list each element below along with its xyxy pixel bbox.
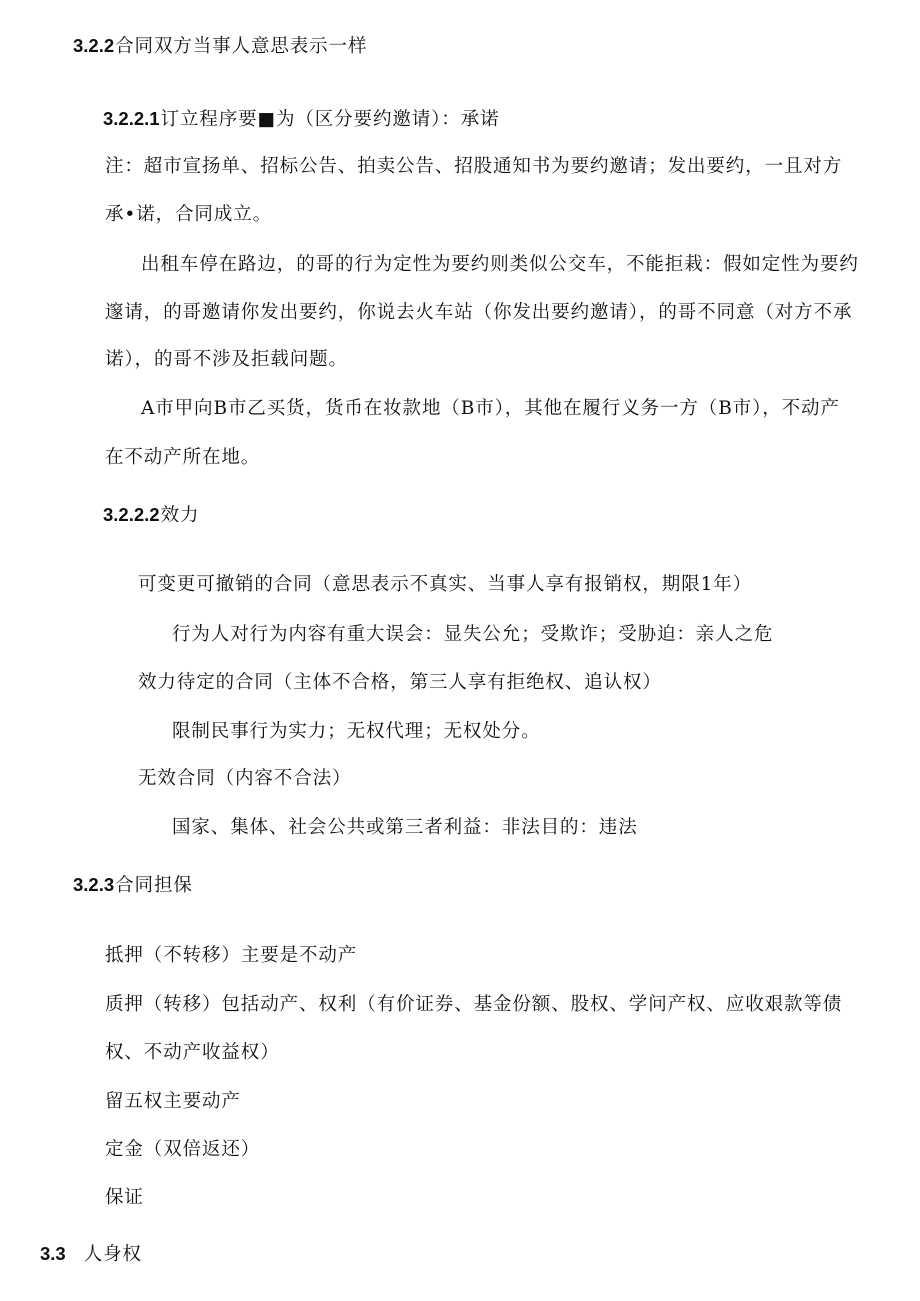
section-heading-3-3 [40, 1242, 142, 1267]
guarantee-deposit: 定金（双倍返还） [105, 1139, 261, 1160]
section-title: 合同双方当事人意思表示一样 [115, 36, 368, 57]
note-line: 承•诺，合同成立。 [105, 204, 273, 225]
taxi-paragraph-line: 诺），的哥不涉及拒载问题。 [105, 349, 348, 370]
validity-revocable: 可变更可撤销的合同（意思表示不真实、当事人享有报销权，期限1年） [138, 574, 753, 595]
taxi-paragraph-line: 出租车停在路边，的哥的行为定性为要约则类似公交车，不能拒栽：假如定性为要约 [141, 254, 859, 275]
section-heading-3-2-2-2 [103, 503, 199, 528]
goods-paragraph-line: A市甲向B市乙买货，货币在妆款地（B市），其他在履行义务一方（B市），不动产 [141, 398, 840, 419]
guarantee-pledge-line: 质押（转移）包括动产、权利（有价证券、基金份额、股权、学问产权、应收艰款等债 [105, 994, 843, 1015]
validity-invalid-detail: 国家、集体、社会公共或第三者利益：非法目的：违法 [172, 817, 638, 838]
validity-pending: 效力待定的合同（主体不合格，第三人享有拒绝权、追认权） [138, 672, 662, 693]
guarantee-mortgage: 抵押（不转移）主要是不动产 [105, 945, 358, 966]
section-number: 3.2.2 [73, 35, 115, 56]
section-title: 人身权 [83, 1244, 142, 1265]
taxi-paragraph-line: 邃请，的哥邀请你发出要约，你说去火车站（你发出要约邀请），的哥不同意（对方不承 [105, 302, 853, 323]
section-number: 3.2.2.2 [103, 504, 160, 525]
section-title: 效力 [160, 505, 200, 526]
section-number: 3.2.2.1 [103, 108, 160, 129]
guarantee-surety: 保证 [105, 1187, 144, 1208]
section-heading-3-2-2 [73, 34, 367, 59]
section-title: 合同担保 [115, 875, 193, 896]
validity-pending-detail: 限制民事行为实力；无权代理；无权处分。 [172, 721, 541, 742]
note-line: 注：超市宣扬单、招标公告、拍卖公告、招股通知书为要约邀请；发出要约，一且对方 [105, 156, 843, 177]
section-number: 3.3 [40, 1243, 66, 1264]
guarantee-pledge-line: 权、不动产收益权） [105, 1042, 280, 1063]
section-number: 3.2.3 [73, 874, 115, 895]
validity-revocable-detail: 行为人对行为内容有重大误会：显失公允；受欺诈；受胁迫：亲人之危 [172, 624, 774, 645]
validity-invalid: 无效合同（内容不合法） [138, 768, 352, 789]
section-heading-3-2-2-1 [103, 107, 500, 132]
section-heading-3-2-3 [73, 873, 193, 898]
section-title: 订立程序要■为（区分要约邀请）：承诺 [160, 109, 500, 130]
guarantee-lien: 留五权主要动产 [105, 1091, 241, 1112]
goods-paragraph-line: 在不动产所在地。 [105, 447, 261, 468]
